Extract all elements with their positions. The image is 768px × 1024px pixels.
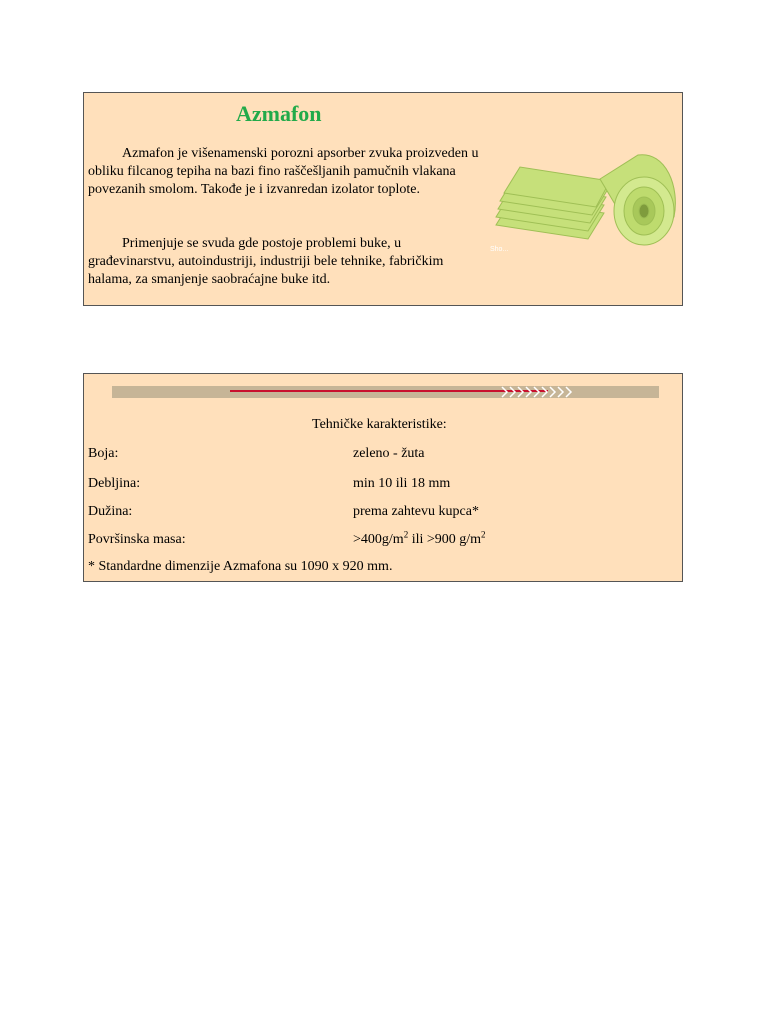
intro-panel — [83, 92, 683, 306]
spec-label-color: Boja: — [88, 446, 119, 461]
surface-mass-value-2: ili >900 g/m — [408, 532, 482, 547]
spec-label-thickness: Debljina: — [88, 476, 141, 491]
tech-panel — [83, 373, 683, 582]
product-roll-image — [488, 147, 680, 255]
application-text: Primenjuje se svuda gde postoje problemi buke, u građevinarstvu, autoindustriji, industriji bele tehnike, fabričkim halama, za smanjenje saobraćajne buke itd. — [88, 236, 444, 287]
page-title: Azmafon — [236, 101, 322, 126]
spec-label-surface-mass: Površinska masa: — [88, 532, 186, 547]
image-caption: Sho... — [490, 246, 509, 253]
spec-value-color: zeleno - žuta — [353, 446, 425, 461]
spec-value-thickness: min 10 ili 18 mm — [353, 476, 451, 491]
decorative-divider — [112, 386, 659, 398]
application-paragraph — [88, 235, 480, 289]
surface-mass-sup-1: 2 — [403, 529, 409, 540]
spec-label-length: Dužina: — [88, 504, 133, 519]
spec-value-length: prema zahtevu kupca* — [353, 504, 479, 519]
surface-mass-sup-2: 2 — [481, 529, 486, 540]
description-text: Azmafon je višenamenski porozni apsorber zvuka proizveden u obliku filcanog tepiha na bazi fino raščešljanih pamučnih vlakana povezanih smolom. Takođe je i izvanredan izolator toplote. — [88, 146, 479, 197]
tech-heading: Tehničke karakteristike: — [312, 417, 447, 432]
dimensions-footnote: * Standardne dimenzije Azmafona su 1090 x 920 mm. — [88, 559, 393, 574]
spec-value-surface-mass — [353, 529, 486, 548]
felt-roll — [600, 155, 675, 245]
stacked-sheets — [496, 167, 610, 239]
surface-mass-value-1: >400g/m — [353, 532, 404, 547]
description-paragraph — [88, 145, 480, 199]
